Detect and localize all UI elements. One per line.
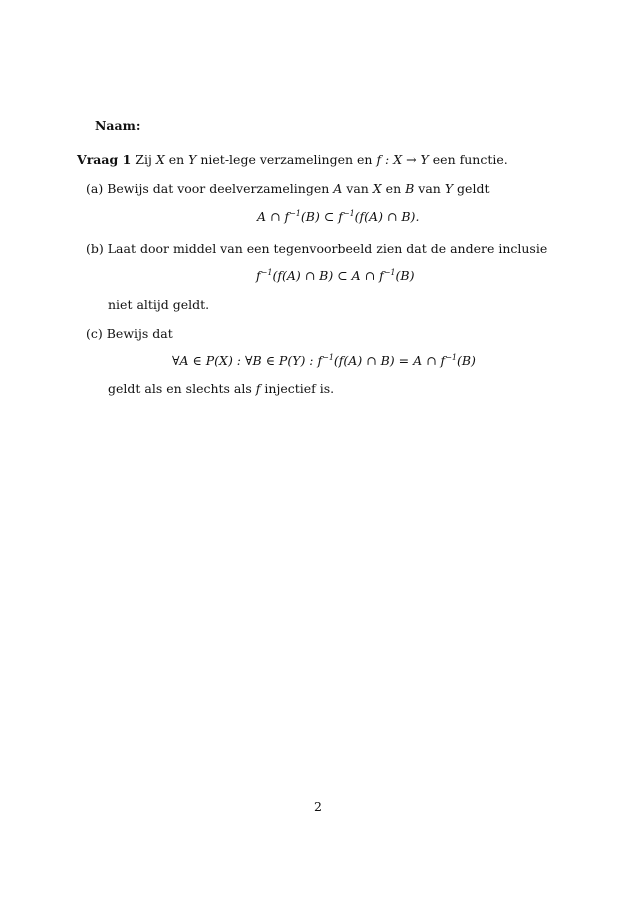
part-a-text-1: Bewijs dat voor deelverzamelingen (107, 181, 334, 196)
part-b-after: niet altijd geldt. (108, 297, 210, 312)
part-b-label: (b) (86, 241, 104, 256)
formula-b-exp-2: −1 (383, 268, 396, 277)
part-b-text: Laat door middel van een tegenvoorbeeld zien dat de andere inclusie (107, 241, 548, 256)
part-c-after (108, 381, 334, 396)
part-c-label: (c) (86, 326, 103, 341)
part-c-text: Bewijs dat (106, 326, 173, 341)
formula-b-rhs: (B) (395, 268, 415, 283)
part-c (86, 326, 173, 341)
part-a-set-x: X (372, 181, 382, 196)
part-a-set-b: B (405, 181, 415, 196)
question-text-4: een functie. (428, 152, 508, 167)
formula-c-part-3: (B) (456, 353, 476, 368)
part-a-set-y: Y (444, 181, 454, 196)
formula-c-part-1: ∀A ∈ P(X) : ∀B ∈ P(Y) : f (172, 353, 323, 368)
part-a (86, 181, 489, 196)
name-label: Naam: (95, 118, 141, 133)
question-text-2: en (164, 152, 189, 167)
formula-a-mid: (B) ⊂ f (300, 209, 343, 224)
part-a-text-2: van (342, 181, 373, 196)
part-c-after-text-1: geldt als en slechts als (108, 381, 256, 396)
question-label: Vraag 1 (77, 152, 132, 167)
set-y: Y (188, 152, 197, 167)
formula-a-exp-2: −1 (342, 209, 355, 218)
formula-c-part-2: (f(A) ∩ B) = A ∩ f (333, 353, 446, 368)
part-c-after-f: f (255, 381, 261, 396)
part-a-text-5: geldt (453, 181, 490, 196)
function-map: f : X → Y (376, 152, 429, 167)
formula-a-rhs: (f(A) ∩ B). (354, 209, 420, 224)
question-text-3: niet-lege verzamelingen en (196, 152, 377, 167)
part-a-label: (a) (86, 181, 104, 196)
part-a-text-4: van (414, 181, 445, 196)
part-b (86, 241, 547, 256)
formula-c-exp-1: −1 (322, 353, 334, 362)
set-x: X (155, 152, 165, 167)
formula-b-exp-1: −1 (260, 268, 273, 277)
part-c-after-text-2: injectief is. (260, 381, 335, 396)
formula-b-lhs: f (256, 268, 261, 283)
formula-b (256, 268, 414, 283)
formula-a (257, 209, 419, 224)
formula-c (172, 353, 476, 368)
formula-a-lhs: A ∩ f (257, 209, 290, 224)
question-text-1: Zij (135, 152, 156, 167)
formula-a-exp-1: −1 (289, 209, 301, 218)
part-a-set-a: A (333, 181, 343, 196)
formula-b-mid: (f(A) ∩ B) ⊂ A ∩ f (272, 268, 384, 283)
part-a-text-3: en (381, 181, 406, 196)
page-number: 2 (314, 799, 322, 814)
question-1 (77, 152, 508, 167)
formula-c-exp-2: −1 (445, 353, 457, 362)
